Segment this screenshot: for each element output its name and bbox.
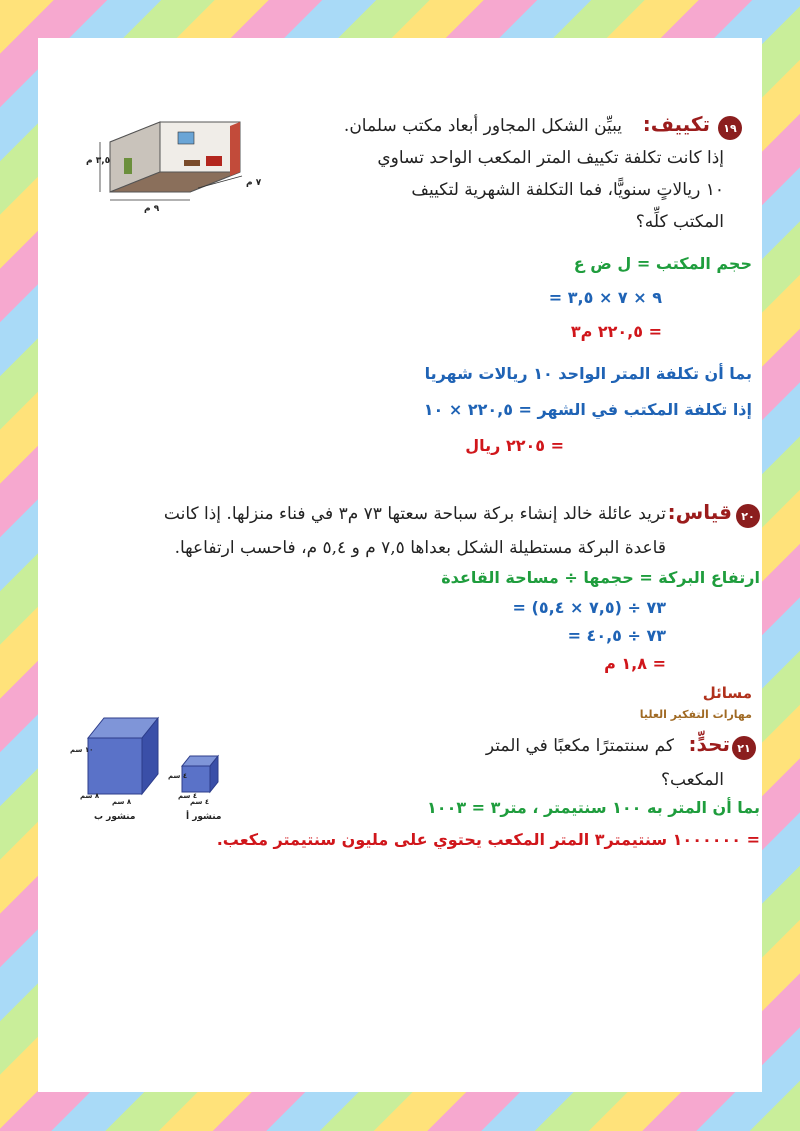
question-text-line: كم سنتمترًا مكعبًا في المتر <box>485 736 674 756</box>
prism-a-side-label: ٤ سم <box>168 772 188 780</box>
section-subtitle: مهارات التفكير العليا <box>639 708 752 721</box>
question-label-tahaddi: تحدٍّ: <box>688 732 730 756</box>
cubes-illustration <box>74 712 234 828</box>
prism-b-caption: منشور ب <box>94 812 136 822</box>
prisms-figure <box>70 712 234 828</box>
office-figure <box>80 118 300 218</box>
solution-line: بما أن تكلفة المتر الواحد ١٠ ريالات شهريا <box>424 364 752 383</box>
question-text-line: ١٠ ريالاتٍ سنويًّا، فما التكلفة الشهرية لتكييف <box>411 180 724 200</box>
question-label-tahwiya: تكييف: <box>642 112 710 136</box>
prism-a-caption: منشور أ <box>186 812 222 822</box>
prism-b-depth-label: ٨ سم <box>80 792 100 800</box>
solution-line: = ٩ × ٧ × ٣,٥ <box>548 288 662 307</box>
figure-length-label: ٩ م <box>144 204 160 214</box>
question-text-line: إذا كانت تكلفة تكييف المتر المكعب الواحد تساوي <box>377 148 724 168</box>
prism-b-base-label: ٨ سم <box>112 798 132 806</box>
solution-line: = ٧٣ ÷ (٧,٥ × ٥,٤) <box>512 598 666 617</box>
question-text-line: المكعب؟ <box>660 770 724 790</box>
solution-line: إذا تكلفة المكتب في الشهر = ٢٢٠,٥ × ١٠ <box>423 400 752 419</box>
question-number-21: ٢١ <box>732 736 756 760</box>
solution-line: = ٧٣ ÷ ٤٠,٥ <box>567 626 666 645</box>
prism-a-depth-label: ٤ سم <box>178 792 198 800</box>
figure-width-label: ٧ م <box>246 178 262 188</box>
question-number-20: ٢٠ <box>736 504 760 528</box>
figure-height-label: ٣,٥ م <box>86 156 111 166</box>
office-room-illustration <box>80 118 300 218</box>
solution-line: = ١,٨ م <box>604 654 666 673</box>
solution-line: بما أن المتر به ١٠٠ سنتيمتر ، متر٣ = ١٠٠٣ <box>427 798 760 817</box>
question-text-line: يبيِّن الشكل المجاور أبعاد مكتب سلمان. <box>343 116 622 136</box>
question-text-line: قاعدة البركة مستطيلة الشكل بعداها ٧,٥ م و ٥,٤ م، فاحسب ارتفاعها. <box>174 538 666 558</box>
worksheet-page <box>38 38 762 1092</box>
solution-line: ارتفاع البركة = حجمها ÷ مساحة القاعدة <box>441 568 760 587</box>
question-text-line: تريد عائلة خالد إنشاء بركة سباحة سعتها ٧٣ م٣ في فناء منزلها. إذا كانت <box>163 504 666 524</box>
question-number-19: ١٩ <box>718 116 742 140</box>
prism-a-base-label: ٤ سم <box>190 798 210 806</box>
section-title: مسائل <box>702 684 752 702</box>
question-label-qiyas: قياس: <box>667 500 732 524</box>
solution-line: = ٢٢٠٥ ريال <box>465 436 564 455</box>
solution-line: = ٢٢٠,٥ م٣ <box>570 322 662 341</box>
solution-line: حجم المكتب = ل ض ع <box>573 254 752 273</box>
prism-b-side-label: ١٠ سم <box>70 746 94 754</box>
solution-line: = ١٠٠٠٠٠٠ سنتيمتر٣ المتر المكعب يحتوي على مليون سنتيمتر مكعب. <box>216 830 760 849</box>
question-text-line: المكتب كلِّه؟ <box>635 212 724 232</box>
